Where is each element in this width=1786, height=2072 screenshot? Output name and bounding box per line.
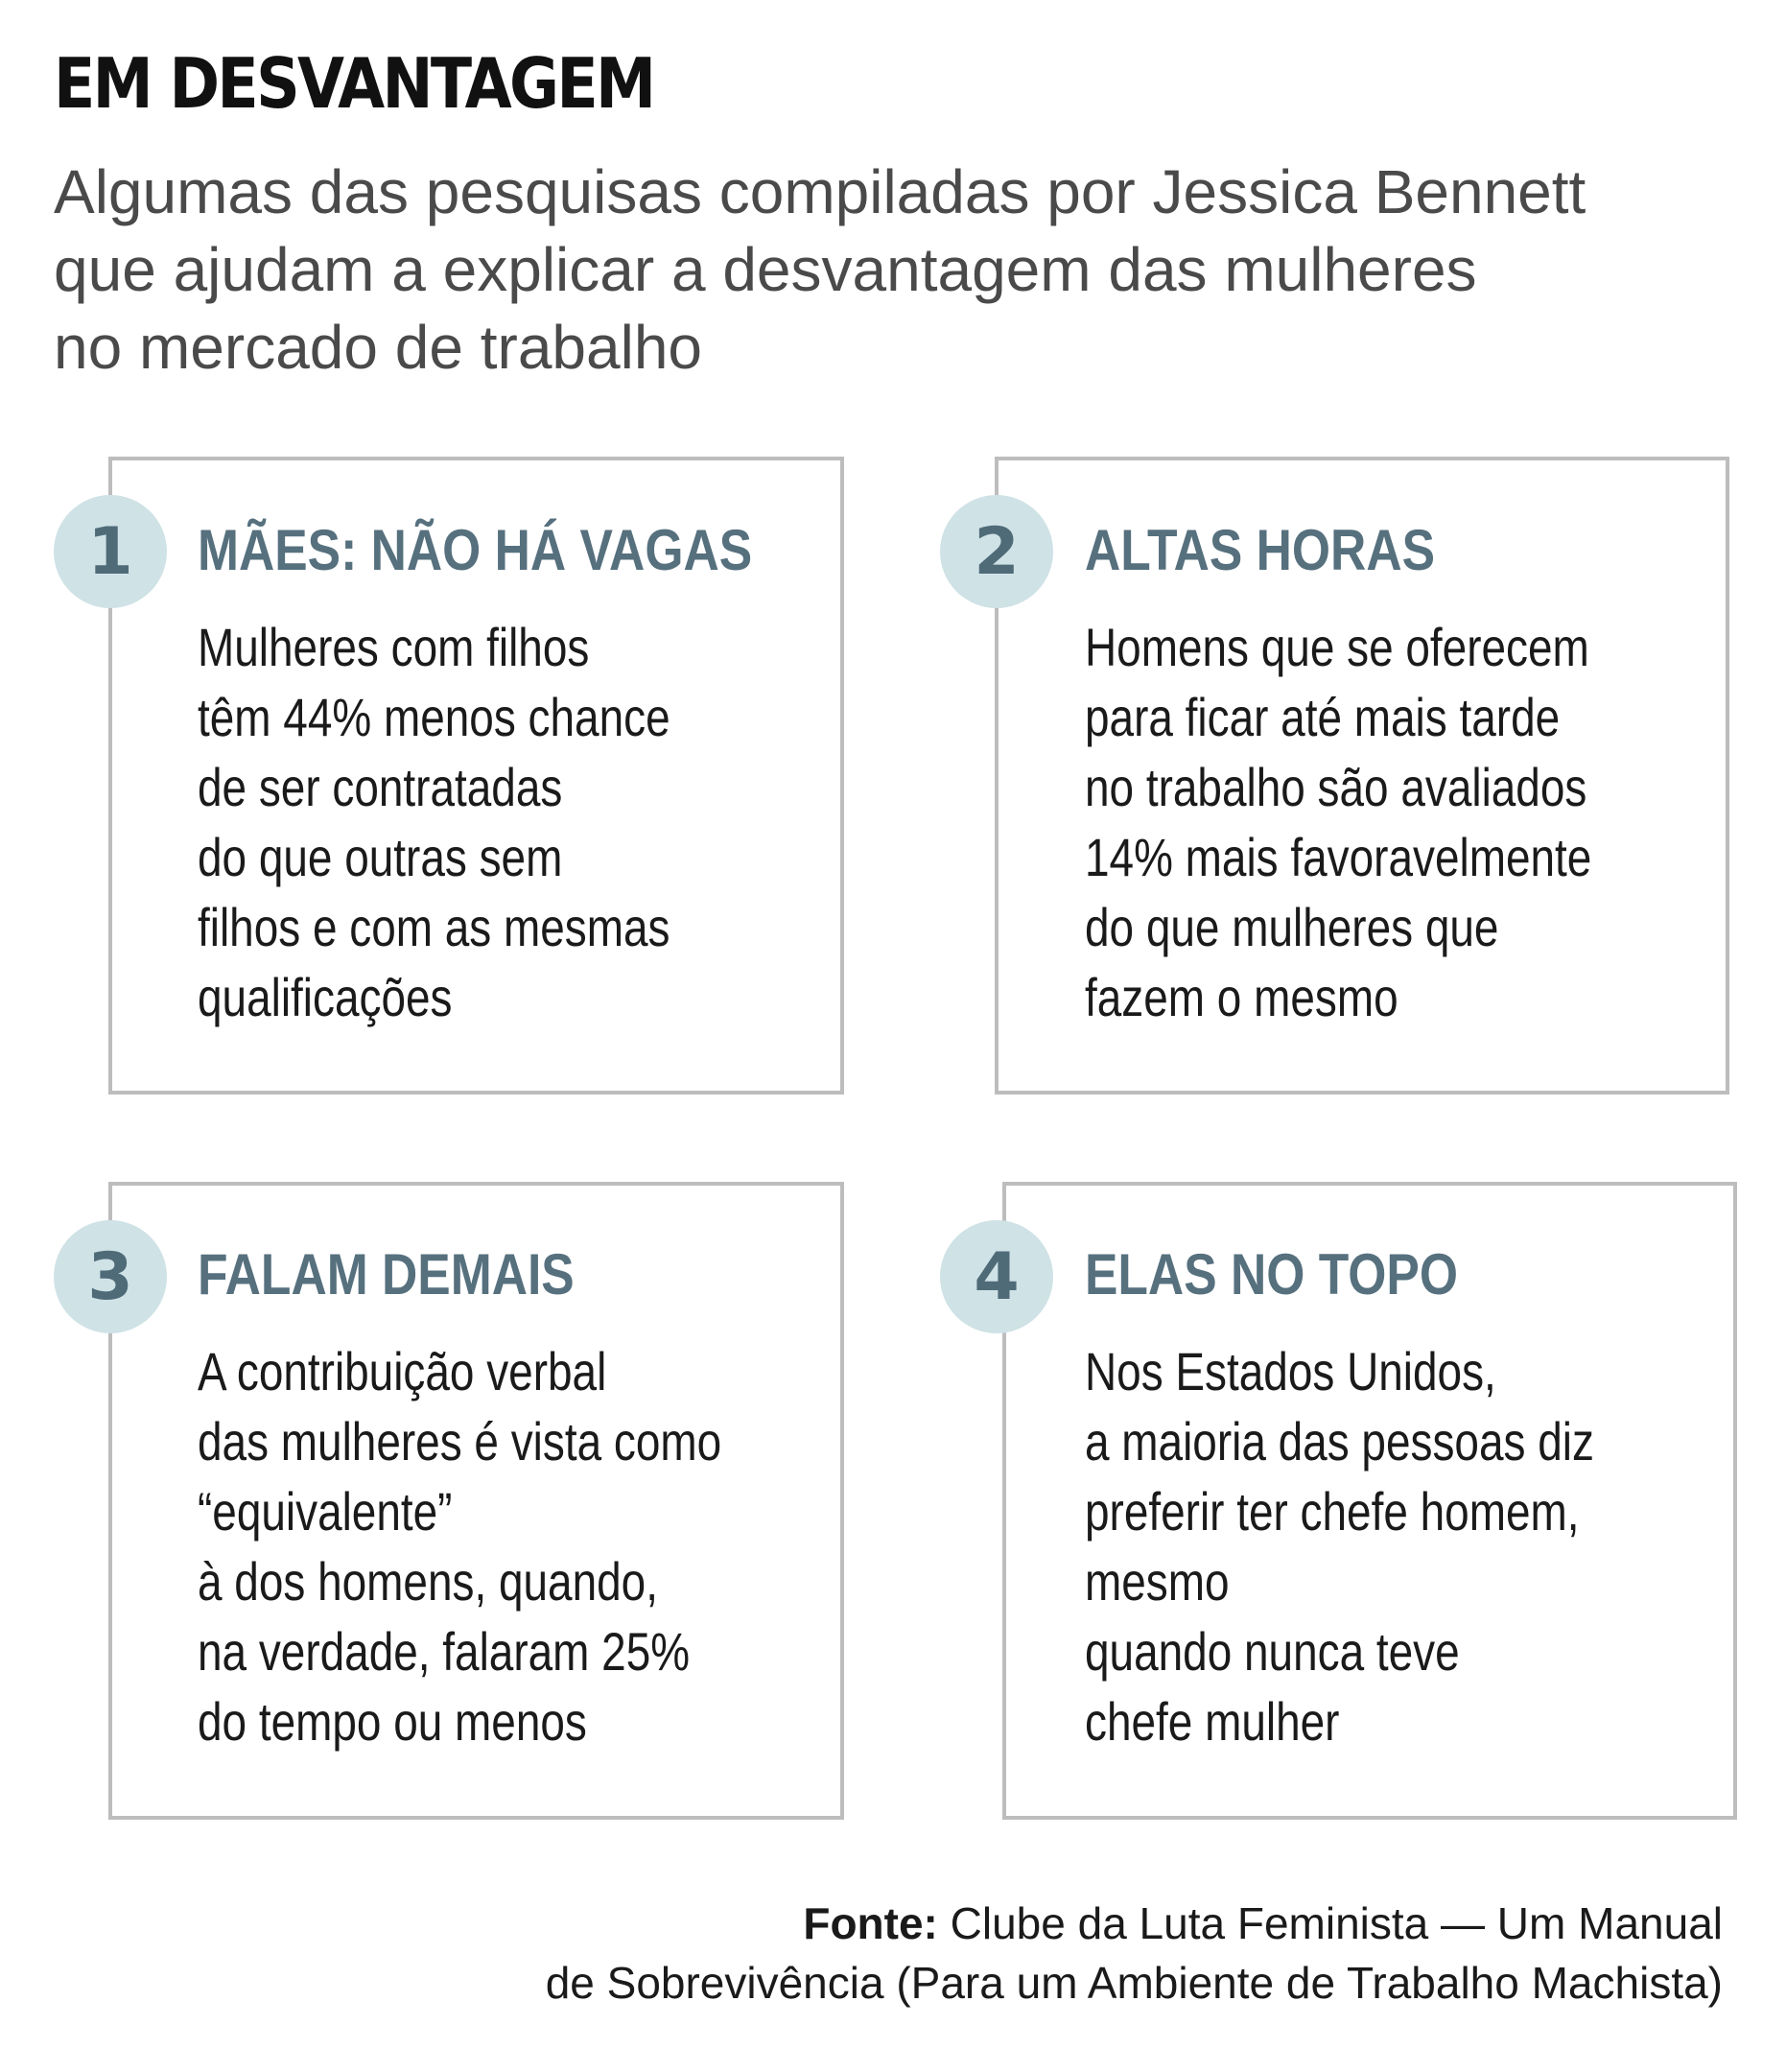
card-1-text: Mulheres com filhos têm 44% menos chance de ser contratadas do que outras sem filhos e com as mesmas qualificações <box>198 617 670 1027</box>
card-4-title: ELAS NO TOPO <box>1085 1242 1458 1307</box>
source-text-2: de Sobrevivência (Para um Ambiente de Trabalho Machista) <box>545 1958 1723 2008</box>
page-subtitle: Algumas das pesquisas compiladas por Jessica Bennett que ajudam a explicar a desvantagem das mulheres no mercado de trabalho <box>54 157 1586 382</box>
source-text-1: Clube da Luta Feminista — Um Manual <box>937 1898 1723 1948</box>
source-line-1 <box>546 1894 1723 1953</box>
card-3-title: FALAM DEMAIS <box>198 1242 575 1307</box>
badge-3: 3 <box>54 1220 167 1333</box>
card-1-title: MÃES: NÃO HÁ VAGAS <box>198 518 753 582</box>
card-2-title: ALTAS HORAS <box>1085 518 1436 582</box>
badge-2: 2 <box>940 495 1053 608</box>
source-note <box>546 1894 1723 2013</box>
card-4-text: Nos Estados Unidos, a maioria das pessoas diz preferir ter chefe homem, mesmo quando nunca teve chefe mulher <box>1085 1341 1594 1752</box>
badge-4: 4 <box>940 1220 1053 1333</box>
badge-1: 1 <box>54 495 167 608</box>
card-2-text: Homens que se oferecem para ficar até mais tarde no trabalho são avaliados 14% mais favoravelmente do que mulheres que fazem o mesmo <box>1085 617 1592 1027</box>
source-label: Fonte: <box>803 1898 938 1948</box>
page-title: EM DESVANTAGEM <box>54 43 654 124</box>
card-3-text: A contribuição verbal das mulheres é vista como “equivalente” à dos homens, quando, na verdade, falaram 25% do tempo ou menos <box>198 1341 722 1752</box>
